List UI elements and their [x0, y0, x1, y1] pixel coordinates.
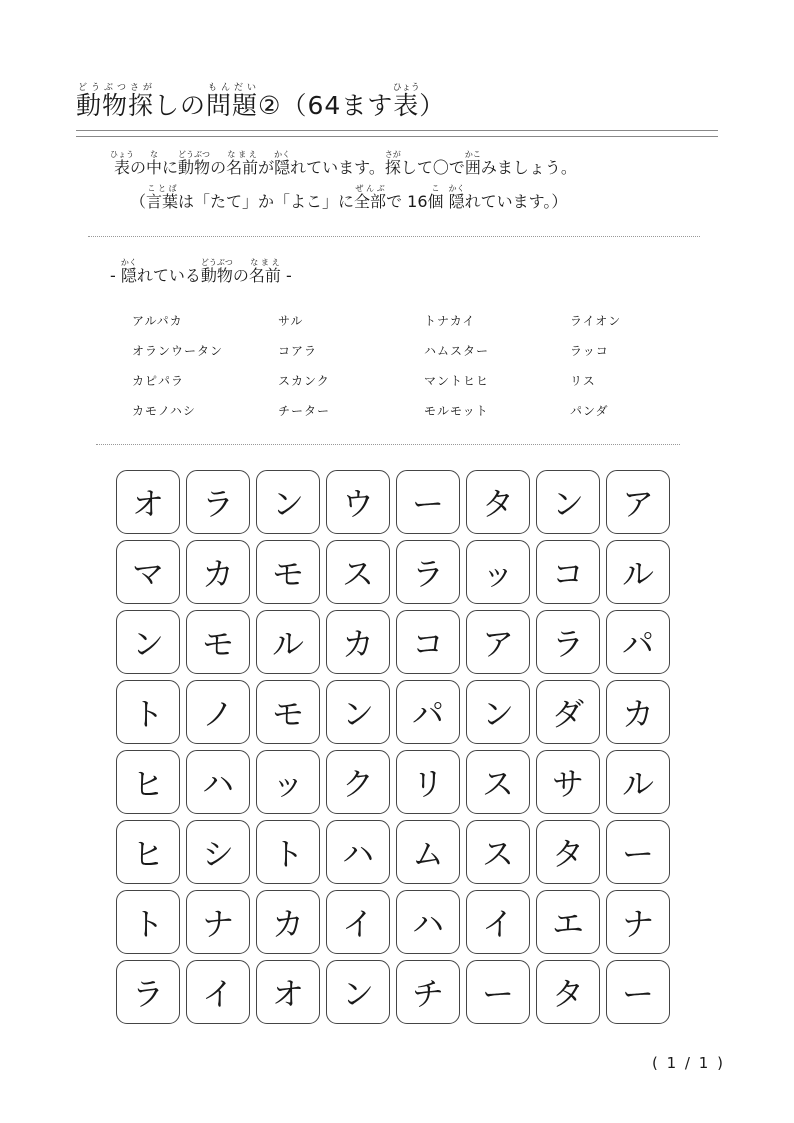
- title-divider-top: [76, 130, 718, 131]
- grid-cell[interactable]: タ: [536, 820, 600, 884]
- grid-cell[interactable]: ハ: [326, 820, 390, 884]
- grid-cell[interactable]: ル: [256, 610, 320, 674]
- ruby-word: 動物どうぶつ: [178, 150, 211, 177]
- grid-cell[interactable]: ト: [116, 890, 180, 954]
- title-text: しの: [154, 91, 207, 120]
- text-segment: の: [130, 158, 147, 177]
- grid-cell[interactable]: イ: [326, 890, 390, 954]
- grid-cell[interactable]: エ: [536, 890, 600, 954]
- ruby-word: 隠かく: [274, 150, 291, 177]
- word-list-item: トナカイ: [424, 314, 476, 328]
- grid-cell[interactable]: チ: [396, 960, 460, 1024]
- grid-cell[interactable]: ナ: [606, 890, 670, 954]
- grid-cell[interactable]: ン: [326, 680, 390, 744]
- ruby-word: 表ひょう: [110, 150, 134, 177]
- grid-cell[interactable]: リ: [396, 750, 460, 814]
- grid-cell[interactable]: カ: [606, 680, 670, 744]
- word-list-item: スカンク: [278, 374, 330, 388]
- grid-cell[interactable]: ル: [606, 540, 670, 604]
- grid-cell[interactable]: ン: [256, 470, 320, 534]
- grid-cell[interactable]: ル: [606, 750, 670, 814]
- ruby-word: 動物どうぶつ: [200, 258, 233, 285]
- title-word-animal-search: 動物探どうぶつさが: [76, 83, 155, 120]
- text-segment: して〇で: [400, 158, 465, 177]
- grid-cell[interactable]: ヒ: [116, 820, 180, 884]
- word-list-item: リス: [570, 374, 596, 388]
- grid-cell[interactable]: イ: [186, 960, 250, 1024]
- text-segment: に: [162, 158, 179, 177]
- grid-cell[interactable]: ラ: [116, 960, 180, 1024]
- grid-cell[interactable]: ハ: [186, 750, 250, 814]
- word-search-grid: [116, 470, 670, 1024]
- grid-cell[interactable]: モ: [186, 610, 250, 674]
- word-list-item: モルモット: [424, 404, 489, 418]
- grid-cell[interactable]: コ: [536, 540, 600, 604]
- grid-cell[interactable]: ア: [606, 470, 670, 534]
- text-segment: が: [258, 158, 275, 177]
- text-segment: で 16: [386, 192, 428, 211]
- text-segment: -: [110, 266, 121, 285]
- grid-cell[interactable]: ク: [326, 750, 390, 814]
- title-text: ②（64ます: [258, 91, 394, 120]
- grid-cell[interactable]: タ: [466, 470, 530, 534]
- grid-cell[interactable]: イ: [466, 890, 530, 954]
- grid-cell[interactable]: カ: [256, 890, 320, 954]
- instructions: [110, 150, 710, 218]
- grid-cell[interactable]: ナ: [186, 890, 250, 954]
- grid-cell[interactable]: ス: [466, 820, 530, 884]
- grid-cell[interactable]: ア: [466, 610, 530, 674]
- text-segment: れています。）: [464, 192, 568, 211]
- grid-cell[interactable]: ッ: [466, 540, 530, 604]
- ruby-word: 個こ: [427, 184, 444, 211]
- word-list-item: ハムスター: [424, 344, 490, 358]
- grid-cell[interactable]: ラ: [396, 540, 460, 604]
- word-list-item: マントヒヒ: [424, 374, 490, 388]
- title-text: ）: [419, 91, 446, 120]
- grid-cell[interactable]: ン: [116, 610, 180, 674]
- text-segment: みましょう。: [480, 158, 577, 177]
- grid-cell[interactable]: ハ: [396, 890, 460, 954]
- grid-cell[interactable]: サ: [536, 750, 600, 814]
- grid-cell[interactable]: ム: [396, 820, 460, 884]
- title-word-table: 表ひょう: [392, 83, 420, 120]
- grid-cell[interactable]: ー: [396, 470, 460, 534]
- word-list-item: カピパラ: [132, 374, 185, 388]
- grid-cell[interactable]: マ: [116, 540, 180, 604]
- grid-cell[interactable]: ス: [466, 750, 530, 814]
- dotted-divider: [88, 236, 700, 237]
- ruby-word: 名前なまえ: [248, 258, 281, 285]
- instruction-line-1: [110, 150, 710, 184]
- word-list-item: サル: [278, 314, 304, 328]
- ruby-word: 全部ぜんぶ: [354, 184, 387, 211]
- grid-cell[interactable]: ダ: [536, 680, 600, 744]
- grid-cell[interactable]: ッ: [256, 750, 320, 814]
- grid-cell[interactable]: ト: [116, 680, 180, 744]
- grid-cell[interactable]: タ: [536, 960, 600, 1024]
- text-segment: の: [232, 266, 249, 285]
- word-list-item: カモノハシ: [132, 404, 196, 418]
- word-list-item: パンダ: [570, 404, 609, 418]
- grid-cell[interactable]: カ: [186, 540, 250, 604]
- grid-cell[interactable]: ウ: [326, 470, 390, 534]
- word-list-item: アルパカ: [132, 314, 183, 328]
- word-list: [132, 306, 712, 426]
- text-segment: れています。: [290, 158, 385, 177]
- word-list-item: チーター: [278, 404, 331, 418]
- grid-cell[interactable]: ー: [606, 960, 670, 1024]
- grid-cell[interactable]: ラ: [536, 610, 600, 674]
- ruby-word: 探さが: [384, 150, 401, 177]
- grid-cell[interactable]: カ: [326, 610, 390, 674]
- grid-cell[interactable]: ン: [326, 960, 390, 1024]
- text-segment: （: [130, 192, 147, 211]
- page-title: [76, 76, 716, 136]
- instruction-line-2: [110, 184, 710, 218]
- grid-cell[interactable]: シ: [186, 820, 250, 884]
- word-list-item: ラッコ: [570, 344, 609, 358]
- dotted-divider: [96, 444, 680, 445]
- grid-cell[interactable]: オ: [116, 470, 180, 534]
- grid-cell[interactable]: ン: [466, 680, 530, 744]
- text-segment: れている: [136, 266, 201, 285]
- word-list-item: オランウータン: [132, 344, 224, 358]
- grid-cell[interactable]: ー: [606, 820, 670, 884]
- text-segment: の: [210, 158, 227, 177]
- ruby-word: 中な: [146, 150, 163, 177]
- ruby-word: 隠かく: [120, 258, 137, 285]
- grid-cell[interactable]: コ: [396, 610, 460, 674]
- grid-cell[interactable]: モ: [256, 540, 320, 604]
- title-word-problem: 問題もんだい: [206, 83, 259, 120]
- grid-cell[interactable]: ン: [536, 470, 600, 534]
- title-divider-bottom: [76, 136, 718, 137]
- page-number: ( 1 / 1 ): [652, 1054, 725, 1072]
- hidden-names-heading: [110, 258, 292, 292]
- text-segment: は「たて」か「よこ」に: [178, 192, 355, 211]
- grid-cell[interactable]: ノ: [186, 680, 250, 744]
- ruby-word: 言葉ことば: [146, 184, 179, 211]
- ruby-word: 隠かく: [448, 184, 465, 211]
- word-list-item: コアラ: [278, 344, 318, 358]
- grid-cell[interactable]: モ: [256, 680, 320, 744]
- grid-cell[interactable]: ス: [326, 540, 390, 604]
- ruby-word: 名前なまえ: [226, 150, 259, 177]
- grid-cell[interactable]: ヒ: [116, 750, 180, 814]
- grid-cell[interactable]: ー: [466, 960, 530, 1024]
- grid-cell[interactable]: パ: [396, 680, 460, 744]
- word-list-item: ライオン: [570, 314, 622, 328]
- ruby-word: 囲かこ: [464, 150, 481, 177]
- grid-cell[interactable]: オ: [256, 960, 320, 1024]
- grid-cell[interactable]: ト: [256, 820, 320, 884]
- text-segment: -: [280, 266, 292, 285]
- grid-cell[interactable]: ラ: [186, 470, 250, 534]
- grid-cell[interactable]: パ: [606, 610, 670, 674]
